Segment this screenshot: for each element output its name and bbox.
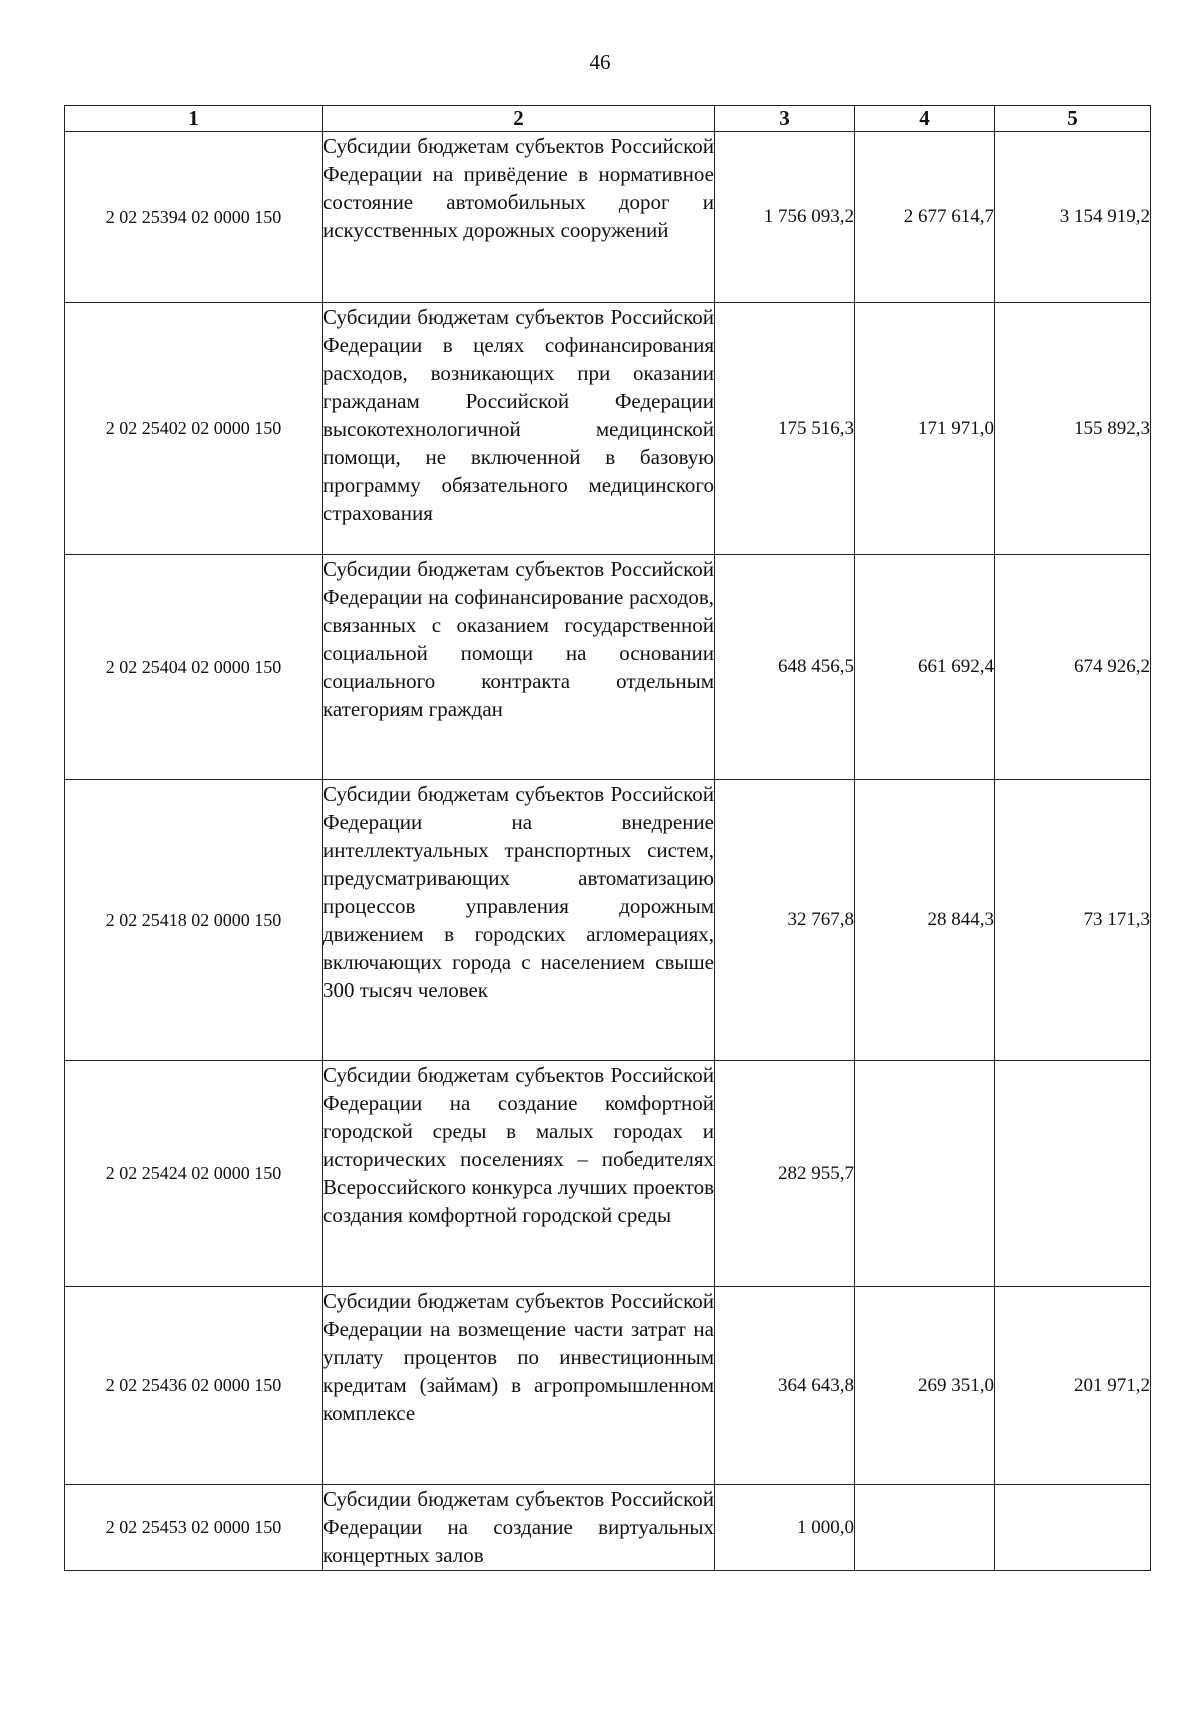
description-cell: Субсидии бюджетам субъектов Российской Федерации на создание виртуальных концертных залов [323,1485,715,1571]
value-col5-cell: 3 154 919,2 [995,132,1151,303]
page-number: 46 [589,50,611,74]
budget-code-cell: 2 02 25453 02 0000 150 [65,1485,323,1571]
value-col4-cell [855,1485,995,1571]
value-col5-cell: 201 971,2 [995,1287,1151,1485]
description-cell: Субсидии бюджетам субъектов Российской Федерации в целях софинансирования расходов, возникающих при оказании гражданам Российской Федерации высокотехнологичной медицинской помощи, не включенной в базовую программу обязательного медицинского страхования [323,303,715,555]
value-col3-cell: 364 643,8 [715,1287,855,1485]
budget-code-cell: 2 02 25436 02 0000 150 [65,1287,323,1485]
header-row [65,106,1151,132]
description-cell: Субсидии бюджетам субъектов Российской Федерации на софинансирование расходов, связанных с оказанием государственной социальной помощи на основании социального контракта отдельным категориям граждан [323,555,715,780]
budget-code-cell: 2 02 25394 02 0000 150 [65,132,323,303]
value-col3-cell: 32 767,8 [715,780,855,1061]
description-cell: Субсидии бюджетам субъектов Российской Федерации на создание комфортной городской среды в малых городах и исторических поселениях – победителях Всероссийского конкурса лучших проектов создания комфортной городской среды [323,1061,715,1287]
budget-code-cell: 2 02 25418 02 0000 150 [65,780,323,1061]
value-col5-cell: 674 926,2 [995,555,1151,780]
budget-code-cell: 2 02 25404 02 0000 150 [65,555,323,780]
value-col3-cell: 1 000,0 [715,1485,855,1571]
table-row [65,1485,1151,1571]
column-header-3: 3 [715,106,855,132]
value-col3-cell: 1 756 093,2 [715,132,855,303]
column-header-4: 4 [855,106,995,132]
value-col5-cell [995,1485,1151,1571]
value-col3-cell: 282 955,7 [715,1061,855,1287]
value-col4-cell: 269 351,0 [855,1287,995,1485]
value-col5-cell: 73 171,3 [995,780,1151,1061]
value-col4-cell: 28 844,3 [855,780,995,1061]
table-row [65,132,1151,303]
table-row [65,780,1151,1061]
value-col3-cell: 175 516,3 [715,303,855,555]
value-col4-cell: 2 677 614,7 [855,132,995,303]
budget-table [64,105,1151,1571]
table-row [65,1287,1151,1485]
description-cell: Субсидии бюджетам субъектов Российской Федерации на возмещение части затрат на уплату процентов по инвестиционным кредитам (займам) в агропромышленном комплексе [323,1287,715,1485]
value-col4-cell: 171 971,0 [855,303,995,555]
description-cell: Субсидии бюджетам субъектов Российской Федерации на привёдение в нормативное состояние автомобильных дорог и искусственных дорожных сооружений [323,132,715,303]
value-col5-cell: 155 892,3 [995,303,1151,555]
column-header-1: 1 [65,106,323,132]
table-row [65,303,1151,555]
column-header-5: 5 [995,106,1151,132]
value-col5-cell [995,1061,1151,1287]
table-row [65,555,1151,780]
table-row [65,1061,1151,1287]
description-cell: Субсидии бюджетам субъектов Российской Федерации на внедрение интеллектуальных транспортных систем, предусматривающих автоматизацию процессов управления дорожным движением в городских агломерациях, включающих города с населением свыше 300 тысяч человек [323,780,715,1061]
value-col4-cell [855,1061,995,1287]
budget-code-cell: 2 02 25402 02 0000 150 [65,303,323,555]
value-col4-cell: 661 692,4 [855,555,995,780]
budget-code-cell: 2 02 25424 02 0000 150 [65,1061,323,1287]
column-header-2: 2 [323,106,715,132]
value-col3-cell: 648 456,5 [715,555,855,780]
